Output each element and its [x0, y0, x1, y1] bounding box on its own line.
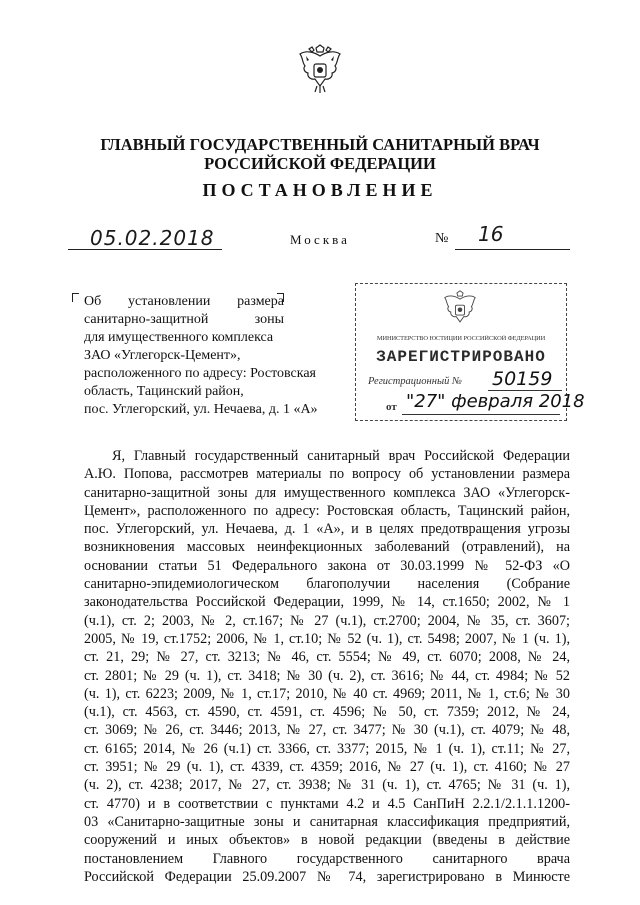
subject-line: санитарно-защитной зоны [84, 312, 284, 327]
body-line: ст. 2801; № 29 (ч. 1), ст. 3418; № 30 (ч. 2), ст. 3616; № 44, ст. 4984; № 52 [84, 667, 570, 684]
document-date: 05.02.2018 [90, 226, 215, 250]
stamp-emblem-icon [440, 290, 480, 328]
body-line: основании статьи 51 Федерального закона от 30.03.1999 № 52-ФЗ «О [84, 557, 570, 574]
subject-line: для имущественного комплекса [84, 330, 274, 345]
authority-line-2: РОССИЙСКОЙ ФЕДЕРАЦИИ [204, 154, 436, 173]
subject-bracket-left [72, 293, 79, 302]
registration-stamp [355, 283, 585, 421]
body-line: Я, Главный государственный санитарный врач Российской Федерации [112, 448, 570, 464]
number-underline [455, 249, 570, 250]
subject-line: пос. Углегорский, ул. Нечаева, д. 1 «А» [84, 402, 318, 417]
document-city: Москва [290, 232, 350, 247]
subject-line: расположенного по адресу: Ростовская [84, 366, 316, 381]
stamp-registered-label: ЗАРЕГИСТРИРОВАНО [376, 348, 546, 366]
body-line: сооружений и иных объектов» в новой редакции (введены в действие [84, 832, 570, 849]
body-line: Российской Федерации 25.09.2007 № 74, зарегистрировано в Минюсте [84, 868, 570, 885]
number-label: № [435, 231, 449, 246]
body-line: А.Ю. Попова, рассмотрев материалы по вопросу об установлении размера [84, 466, 570, 483]
document-type-title: ПОСТАНОВЛЕНИЕ [202, 180, 438, 200]
body-line: (ч.1), ст. 2; 2003, № 2, ст.167; № 27 (ч.1), ст.2700; 2004, № 35, ст. 3607; [84, 612, 570, 629]
stamp-from-label: от [386, 401, 397, 413]
body-line: 2005, № 19, ст.1752; 2006, № 1, ст.10; № 52 (ч. 1), ст. 5498; 2007, № 1 (ч. 1), [84, 630, 570, 647]
body-line: санитарно-защитной зоны для имущественного комплекса ЗАО «Углегорск- [84, 484, 570, 501]
stamp-registration-date: "27" февраля 2018 [406, 391, 585, 412]
body-line: ст. 3069; № 26, ст. 3446; 2013, № 27, ст. 3477; № 30 (ч.1), ст. 4079; № 48, [84, 722, 570, 739]
body-line: Цемент», расположенного по адресу: Ростовская область, Тацинский район, [84, 502, 570, 519]
body-line: пос. Углегорский, ул. Нечаева, д. 1 «А», и в целях предотвращения угрозы [84, 521, 570, 538]
body-line: ст. 3951; № 29 (ч. 1), ст. 4339, ст. 4359; 2016, № 27 (ч. 1), ст. 4160; № 27 [84, 759, 570, 776]
stamp-registration-number: 50159 [492, 368, 553, 390]
body-line: санитарно-эпидемиологическом благополучии населения (Собрание [84, 576, 570, 593]
subject-line: область, Тацинский район, [84, 384, 244, 399]
body-line: (ч. 1), ст. 6223; 2009, № 1, ст.17; 2010, № 40 ст. 4969; 2011, № 1, ст.6; № 30 [84, 685, 570, 702]
authority-line-1: ГЛАВНЫЙ ГОСУДАРСТВЕННЫЙ САНИТАРНЫЙ ВРАЧ [100, 135, 540, 154]
document-body [84, 447, 570, 886]
issuing-authority [0, 135, 640, 173]
stamp-date-underline [402, 414, 560, 415]
body-line: законодательства Российской Федерации, 1999, № 14, ст.1650; 2002, № 1 [84, 594, 570, 611]
date-underline [68, 249, 222, 250]
body-line: постановлением Главного государственного санитарного врача [84, 850, 570, 867]
stamp-ministry-name: МИНИСТЕРСТВО ЮСТИЦИИ РОССИЙСКОЙ ФЕДЕРАЦИИ [376, 335, 546, 342]
coat-of-arms-icon [297, 44, 343, 94]
document-meta-line [0, 222, 640, 254]
body-line: (ч. 2), ст. 4238; 2017, № 27, ст. 3938; № 31 (ч. 1), ст. 4765; № 31 (ч. 1), [84, 777, 570, 794]
stamp-registration-label: Регистрационный № [368, 376, 462, 387]
subject-line: ЗАО «Углегорск-Цемент», [84, 348, 241, 363]
document-subject [84, 293, 318, 419]
body-line: ст. 6165; 2014, № 26 (ч.1) ст. 3366, ст. 3377; 2015, № 1 (ч. 1), ст.11; № 27, [84, 740, 570, 757]
document-number: 16 [478, 222, 504, 246]
body-line: 03 «Санитарно-защитные зоны и санитарная классификация предприятий, [84, 813, 570, 830]
body-line: ст. 21, 29; № 27, ст. 3213; № 46, ст. 5554; № 49, ст. 6070; 2008, № 24, [84, 649, 570, 666]
subject-line: Об установлении размера [84, 294, 284, 309]
body-line: ст. 4770) и в соответствии с пунктами 4.2 и 4.5 СанПиН 2.2.1/2.1.1.1200- [84, 795, 570, 812]
body-line: возникновения массовых неинфекционных заболеваний (отравлений), на [84, 539, 570, 556]
body-line: (ч.1), ст. 4563, ст. 4590, ст. 4591, ст. 4596; № 50, ст. 7359; 2012, № 24, [84, 704, 570, 721]
